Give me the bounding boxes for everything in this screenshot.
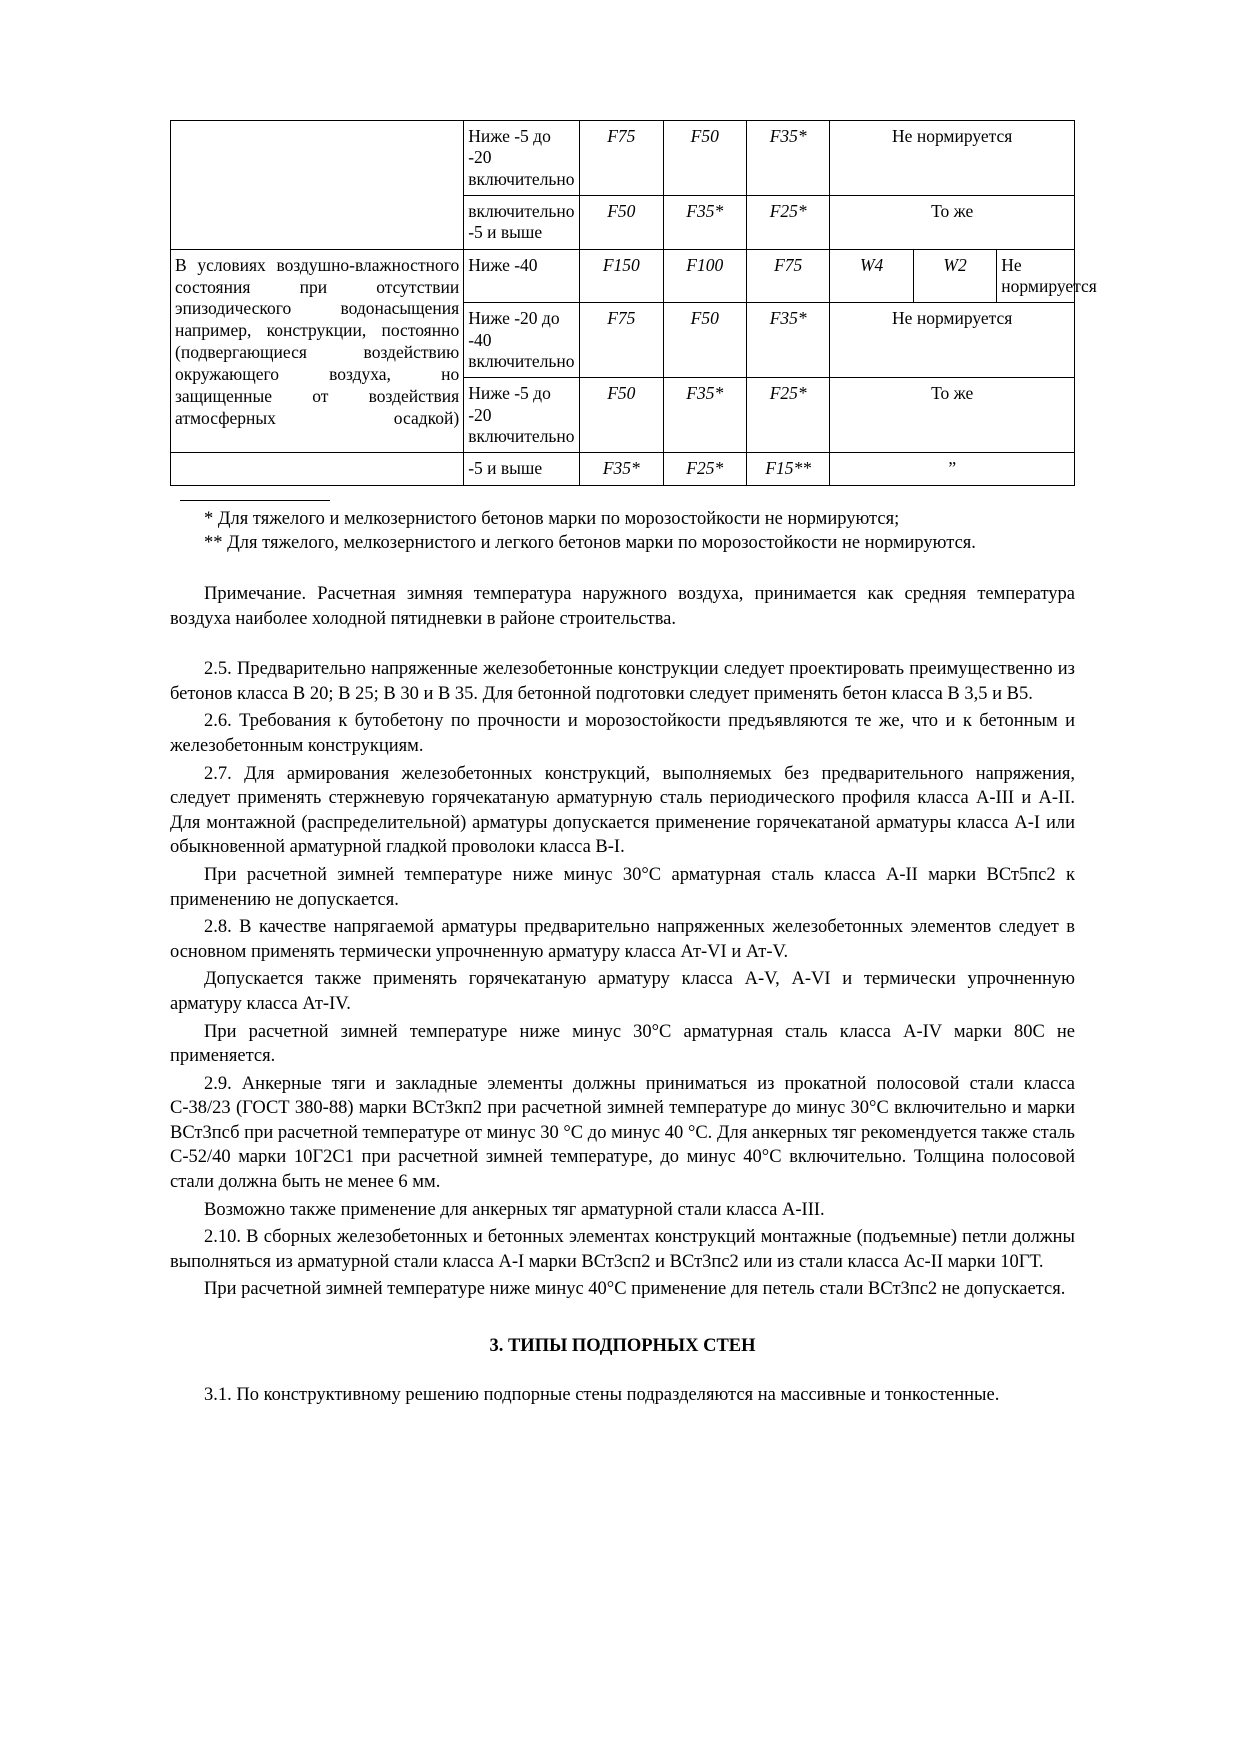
- paragraph-2-8-note: Допускается также применять горячекатаную арматуру класса А-V, А-VI и термически упрочненную арматуру класса Ат-IV.: [170, 969, 1075, 1014]
- table-row: [171, 453, 1075, 485]
- cell-f2: F25*: [663, 453, 746, 485]
- paragraph-3-1: 3.1. По конструктивному решению подпорные стены подразделяются на массивные и тонкостенные.: [204, 1385, 1000, 1406]
- cell-temperature: Ниже -40: [464, 249, 580, 303]
- cell-temperature: Ниже -5 до -20 включительно: [464, 378, 580, 453]
- paragraph-2-7: 2.7. Для армирования железобетонных конструкций, выполняемых без предварительного напряжения, следует применять стержневую горячекатаную арматурную сталь периодического профиля класса А-III и А-II. Для монтажной (распределительной) арматуры допускается применение горячекатаной арматуры класса А-I или обыкновенной арматурной гладкой проволоки класса В-I.: [170, 763, 1075, 858]
- cell-f3: F15**: [746, 453, 829, 485]
- cell-temperature: Ниже -20 до -40 включительно: [464, 303, 580, 378]
- cell-condition-empty: [171, 121, 464, 250]
- cell-f1: F75: [580, 121, 663, 196]
- paragraph-2-9-note: Возможно также применение для анкерных тяг арматурной стали класса А-III.: [204, 1199, 825, 1220]
- cell-f1: F150: [580, 249, 663, 303]
- cell-w1: W4: [830, 249, 913, 303]
- footnote-2: ** Для тяжелого, мелкозернистого и легкого бетонов марки по морозостойкости не нормируются.: [204, 533, 976, 554]
- cell-temperature: -5 и выше: [464, 453, 580, 485]
- cell-temperature: включительно -5 и выше: [464, 196, 580, 250]
- paragraph-2-10-note: При расчетной зимней температуре ниже минус 40°С применение для петель стали ВСт3пс2 не допускается.: [204, 1279, 1066, 1300]
- cell-f3: F25*: [746, 196, 829, 250]
- section-title: 3. ТИПЫ ПОДПОРНЫХ СТЕН: [489, 1336, 756, 1357]
- cell-condition: В условиях воздушно-влажностного состояния при отсутствии эпизодического водонасыщения например, конструкции, постоянно (подвергающиеся воздействию окружающего воздуха, но защищенные от воздействия атмосферных осадкой): [171, 249, 464, 453]
- cell-note: То же: [830, 378, 1075, 453]
- cell-condition-empty: [171, 453, 464, 485]
- cell-f2: F35*: [663, 196, 746, 250]
- cell-temperature: Ниже -5 до -20 включительно: [464, 121, 580, 196]
- cell-note: Не нормируется: [830, 303, 1075, 378]
- cell-f3: F35*: [746, 121, 829, 196]
- cell-f2: F100: [663, 249, 746, 303]
- cell-f2: F35*: [663, 378, 746, 453]
- cell-f2: F50: [663, 303, 746, 378]
- cell-f1: F75: [580, 303, 663, 378]
- cell-f1: F35*: [580, 453, 663, 485]
- paragraph-2-9: 2.9. Анкерные тяги и закладные элементы должны приниматься из прокатной полосовой стали класса С-38/23 (ГОСТ 380-88) марки ВСт3кп2 при расчетной зимней температуре до минус 30°С включительно и марки ВСт3псб при расчетной температуре от минус 30 °С до минус 40 °С. Для анкерных тяг рекомендуется также сталь С-52/40 марки 10Г2С1 при расчетной зимней температуре, до минус 40°С включительно. Толщина полосовой стали должна быть не менее 6 мм.: [170, 1073, 1075, 1193]
- paragraph-2-10: 2.10. В сборных железобетонных и бетонных элементах конструкций монтажные (подъемные) петли должны выполняться из арматурной стали класса А-I марки ВСт3сп2 и ВСт3пс2 или из стали класса Ас-II марки 10ГТ.: [170, 1227, 1075, 1272]
- paragraph-2-6: 2.6. Требования к бутобетону по прочности и морозостойкости предъявляются те же, что и к бетонным и железобетонным конструкциям.: [170, 711, 1075, 756]
- paragraph-2-5: 2.5. Предварительно напряженные железобетонные конструкции следует проектировать преимущественно из бетонов класса В 20; В 25; В 30 и В 35. Для бетонной подготовки следует применять бетон класса В 3,5 и В5.: [170, 659, 1075, 704]
- paragraph-2-8-note-2: При расчетной зимней температуре ниже минус 30°С арматурная сталь класса А-IV марки 80С не применяется.: [170, 1021, 1075, 1067]
- concrete-grades-table: [170, 120, 1097, 486]
- table-row: [171, 121, 1075, 196]
- cell-f3: F35*: [746, 303, 829, 378]
- footnote-divider: [180, 500, 330, 501]
- cell-f1: F50: [580, 196, 663, 250]
- cell-w2: W2: [913, 249, 996, 303]
- cell-w3: Не нормируется: [997, 249, 1075, 303]
- cell-note: ”: [830, 453, 1075, 485]
- note-paragraph: Примечание. Расчетная зимняя температура наружного воздуха, принимается как средняя температура воздуха наиболее холодной пятидневки в районе строительства.: [170, 584, 1075, 629]
- paragraph-2-7-note: При расчетной зимней температуре ниже минус 30°С арматурная сталь класса А-II марки ВСт5пс2 к применению не допускается.: [170, 864, 1075, 910]
- cell-note: Не нормируется: [830, 121, 1075, 196]
- paragraph-2-8: 2.8. В качестве напрягаемой арматуры предварительно напряженных железобетонных элементов следует в основном применять термически упрочненную арматуру класса Ат-VI и Ат-V.: [170, 917, 1075, 962]
- table-row: [171, 249, 1075, 303]
- cell-f3: F75: [746, 249, 829, 303]
- cell-f2: F50: [663, 121, 746, 196]
- footnote-1: * Для тяжелого и мелкозернистого бетонов марки по морозостойкости не нормируются;: [204, 508, 900, 529]
- cell-note: То же: [830, 196, 1075, 250]
- cell-f3: F25*: [746, 378, 829, 453]
- cell-f1: F50: [580, 378, 663, 453]
